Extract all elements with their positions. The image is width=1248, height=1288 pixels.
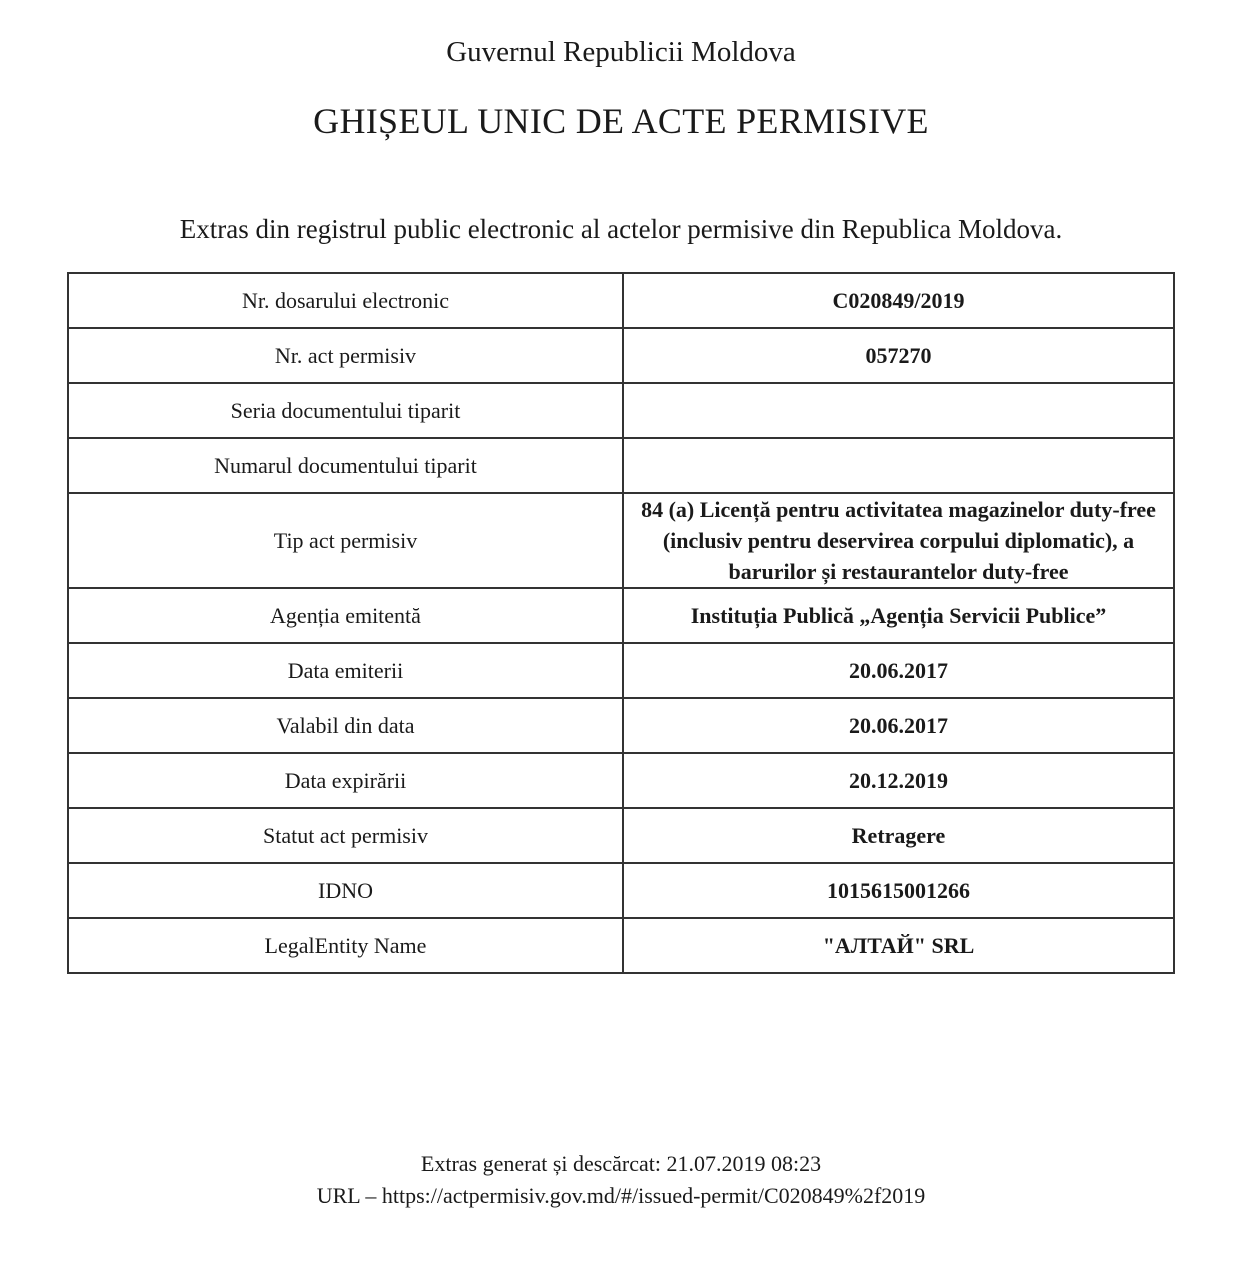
source-url[interactable]: URL – https://actpermisiv.gov.md/#/issued-permit/C020849%2f2019 bbox=[316, 1183, 926, 1208]
row-value: 20.06.2017 bbox=[623, 698, 1174, 753]
row-value bbox=[623, 383, 1174, 438]
row-value: 1015615001266 bbox=[623, 863, 1174, 918]
row-value: 20.06.2017 bbox=[623, 643, 1174, 698]
table-row bbox=[68, 918, 1174, 973]
row-value: "АЛТАЙ" SRL bbox=[623, 918, 1174, 973]
table-row bbox=[68, 863, 1174, 918]
table-row bbox=[68, 808, 1174, 863]
table-row bbox=[68, 328, 1174, 383]
row-value: 84 (a) Licență pentru activitatea magazinelor duty-free (inclusiv pentru deservirea corpului diplomatic), a barurilor și restaurantelor duty-free bbox=[623, 493, 1174, 588]
row-label: Agenția emitentă bbox=[68, 588, 623, 643]
table-row bbox=[68, 438, 1174, 493]
row-label: Seria documentului tiparit bbox=[68, 383, 623, 438]
row-label: IDNO bbox=[68, 863, 623, 918]
row-label: Numarul documentului tiparit bbox=[68, 438, 623, 493]
row-label: Data expirării bbox=[68, 753, 623, 808]
footer bbox=[0, 1148, 1242, 1212]
table-row bbox=[68, 588, 1174, 643]
table-row bbox=[68, 273, 1174, 328]
row-label: Statut act permisiv bbox=[68, 808, 623, 863]
government-name: Guvernul Republicii Moldova bbox=[446, 36, 796, 68]
row-value: 057270 bbox=[623, 328, 1174, 383]
table-row bbox=[68, 753, 1174, 808]
row-label: Tip act permisiv bbox=[68, 493, 623, 588]
permit-register-table bbox=[67, 272, 1175, 974]
row-label: LegalEntity Name bbox=[68, 918, 623, 973]
generated-timestamp: Extras generat și descărcat: 21.07.2019 08:23 bbox=[420, 1151, 822, 1176]
row-value: C020849/2019 bbox=[623, 273, 1174, 328]
row-label: Nr. dosarului electronic bbox=[68, 273, 623, 328]
table-row bbox=[68, 643, 1174, 698]
row-value: Retragere bbox=[623, 808, 1174, 863]
row-value: 20.12.2019 bbox=[623, 753, 1174, 808]
page-title: GHIȘEUL UNIC DE ACTE PERMISIVE bbox=[313, 101, 929, 141]
row-value: Instituția Publică „Agenția Servicii Publice” bbox=[623, 588, 1174, 643]
row-label: Nr. act permisiv bbox=[68, 328, 623, 383]
row-value bbox=[623, 438, 1174, 493]
table-row bbox=[68, 383, 1174, 438]
table-row bbox=[68, 698, 1174, 753]
table-row bbox=[68, 493, 1174, 588]
row-label: Data emiterii bbox=[68, 643, 623, 698]
row-label: Valabil din data bbox=[68, 698, 623, 753]
intro-text: Extras din registrul public electronic al actelor permisive din Republica Moldova. bbox=[179, 214, 1063, 244]
